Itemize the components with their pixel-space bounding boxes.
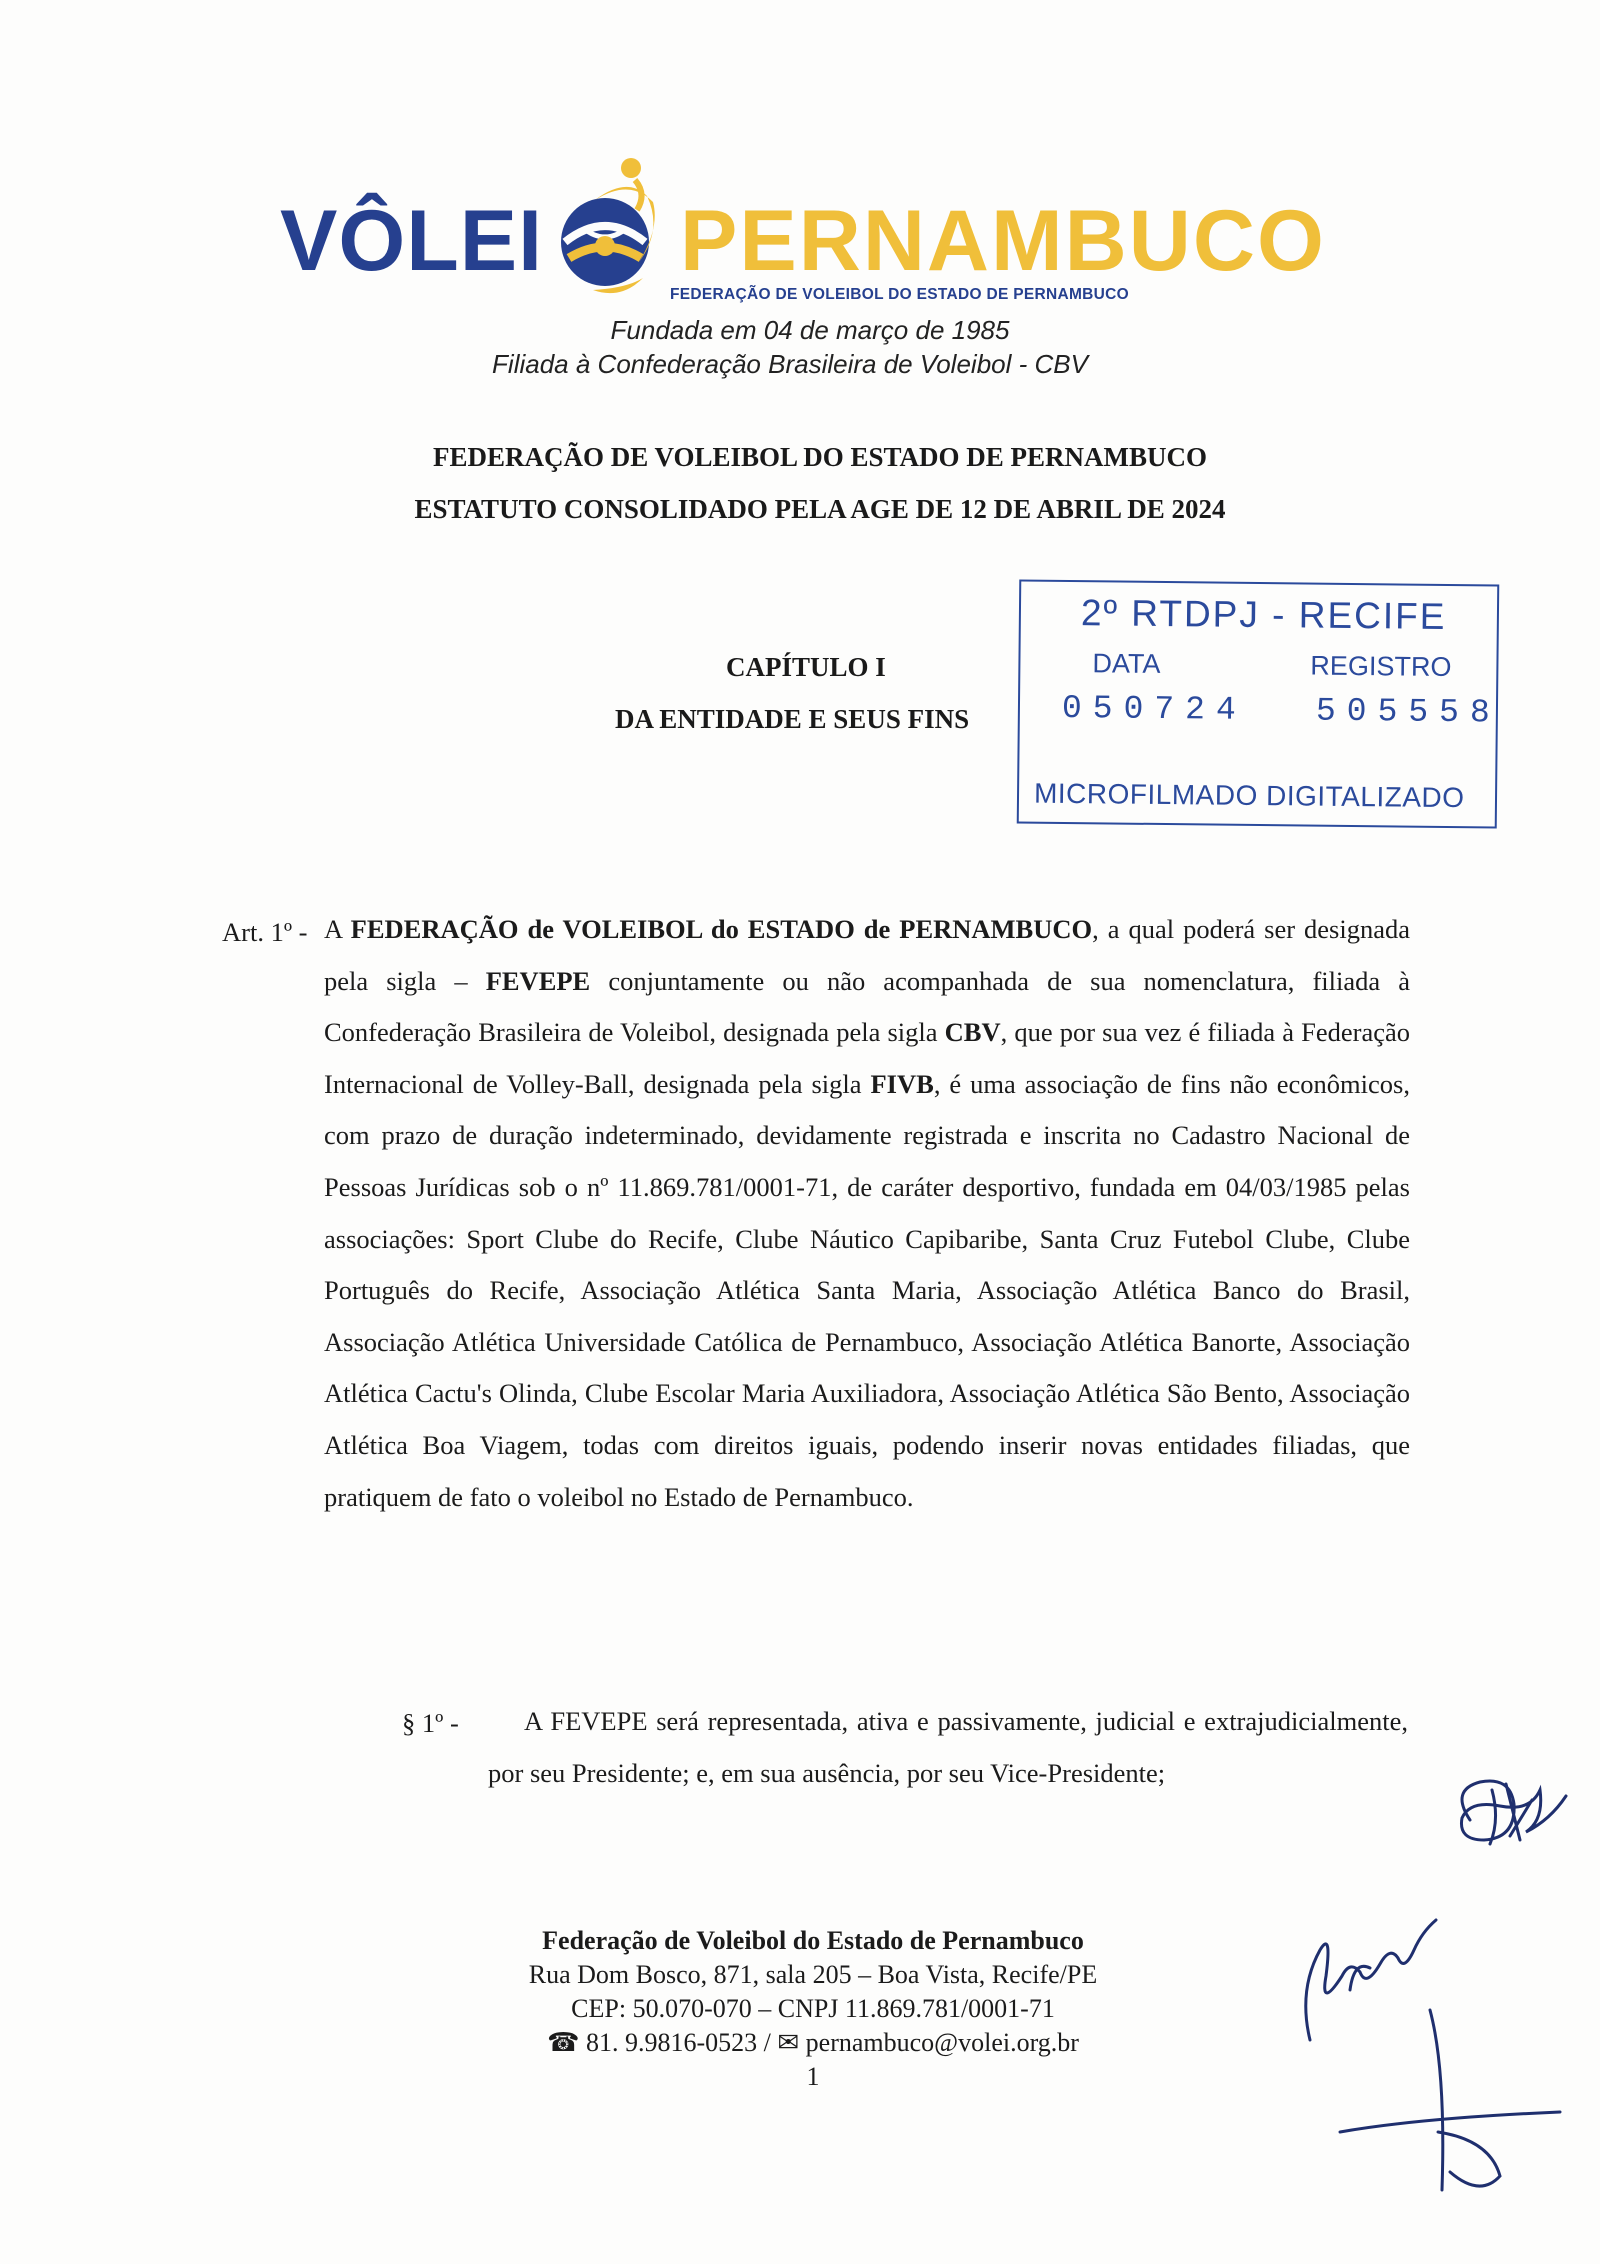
footer-contact [0,2026,1600,2060]
article-1-part: , a qual poderá ser designada pela sigla – [324,914,1410,996]
acronym-cbv: CBV [944,1017,1001,1048]
page-number: 1 [806,2062,820,2091]
email-icon: ✉ [777,2028,800,2057]
stamp-footer: MICROFILMADO DIGITALIZADO [1033,777,1465,814]
footer-federation-name: Federação de Voleibol do Estado de Pernambuco [542,1926,1084,1955]
stamp-title: 2º RTDPJ - RECIFE [1080,592,1447,637]
acronym-fevepe: FEVEPE [485,965,591,996]
paragraph-1-text: A FEVEPE será representada, ativa e passivamente, judicial e extrajudicialmente, por seu Presidente; e, em sua ausência, por seu Vice-Presidente; [488,1706,1408,1788]
chapter-title: DA ENTIDADE E SEUS FINS [615,704,970,734]
paragraph-1-label: § 1º - [402,1708,459,1738]
article-1-text [324,904,1410,1523]
volleyball-player-icon [535,150,680,300]
stamp-registro-value: 505558 [1315,692,1501,732]
federation-name-bold: FEDERAÇÃO de VOLEIBOL do ESTADO de PERNAMBUCO [350,914,1093,944]
logo-word-volei: VÔLEI [280,193,544,289]
initials-signature-scribble [1440,1760,1580,1870]
affiliated-line: Filiada à Confederação Brasileira de Voleibol - CBV [492,349,1088,379]
logo-word-pernambuco: PERNAMBUCO [680,193,1326,289]
document-title: FEDERAÇÃO DE VOLEIBOL DO ESTADO DE PERNAMBUCO [432,442,1208,472]
stamp-registro-label: REGISTRO [1310,650,1452,683]
footer-contact-separator: / [757,2028,778,2057]
footer-email[interactable]: pernambuco@volei.org.br [805,2028,1079,2057]
footer-address: Rua Dom Bosco, 871, sala 205 – Boa Vista, Recife/PE [528,1960,1098,1989]
stamp-data-value: 050724 [1061,689,1247,729]
footer-phone: 81. 9.9816-0523 [585,2028,758,2057]
stamp-data-label: DATA [1092,648,1161,679]
article-1-part: , que por sua vez é filiada à Federação Internacional de Volley-Ball, designada pela sigla [324,1017,1410,1099]
founded-line: Fundada em 04 de março de 1985 [610,315,1010,345]
footer [0,1924,1600,2094]
chapter-number: CAPÍTULO I [726,652,886,682]
article-1-label: Art. 1º - [222,917,308,947]
article-1-part: , é uma associação de fins não econômicos, com prazo de duração indeterminado, devidamente registrada e inscrita no Cadastro Nacional de Pessoas Jurídicas sob o nº 11.869.781/0001-71, de caráter desportivo, fundada em 04/03/1985 pelas associações: Sport Clube do Recife, Clube Náutico Capibaribe, Santa Cruz Futebol Clube, Clube Português do Recife, Associação Atlética Santa Maria, Associação Atlética Banco do Brasil, Associação Atlética Universidade Católica de Pernambuco, Associação Atlética Banorte, Associação Atlética Cactu's Olinda, Clube Escolar Maria Auxiliadora, Associação Atlética São Bento, Associação Atlética Boa Viagem, todas com direitos iguais, podendo inserir novas entidades filiadas, que pratiquem de fato o voleibol no Estado de Pernambuco. [324,1068,1410,1512]
registry-stamp [1017,579,1500,828]
footer-cep-cnpj: CEP: 50.070-070 – CNPJ 11.869.781/0001-71 [571,1994,1055,2023]
article-1-part: A [324,914,351,944]
article-1-part: conjuntamente ou não acompanhada de sua nomenclatura, filiada à Confederação Brasileira de Voleibol, designada pela sigla [324,965,1411,1048]
acronym-fivb: FIVB [870,1068,934,1099]
document-subtitle: ESTATUTO CONSOLIDADO PELA AGE DE 12 DE ABRIL DE 2024 [414,494,1226,524]
logo-subtitle: FEDERAÇÃO DE VOLEIBOL DO ESTADO DE PERNAMBUCO [670,286,1130,303]
phone-icon: ☎ [547,2028,580,2057]
federation-logo [280,150,1330,310]
